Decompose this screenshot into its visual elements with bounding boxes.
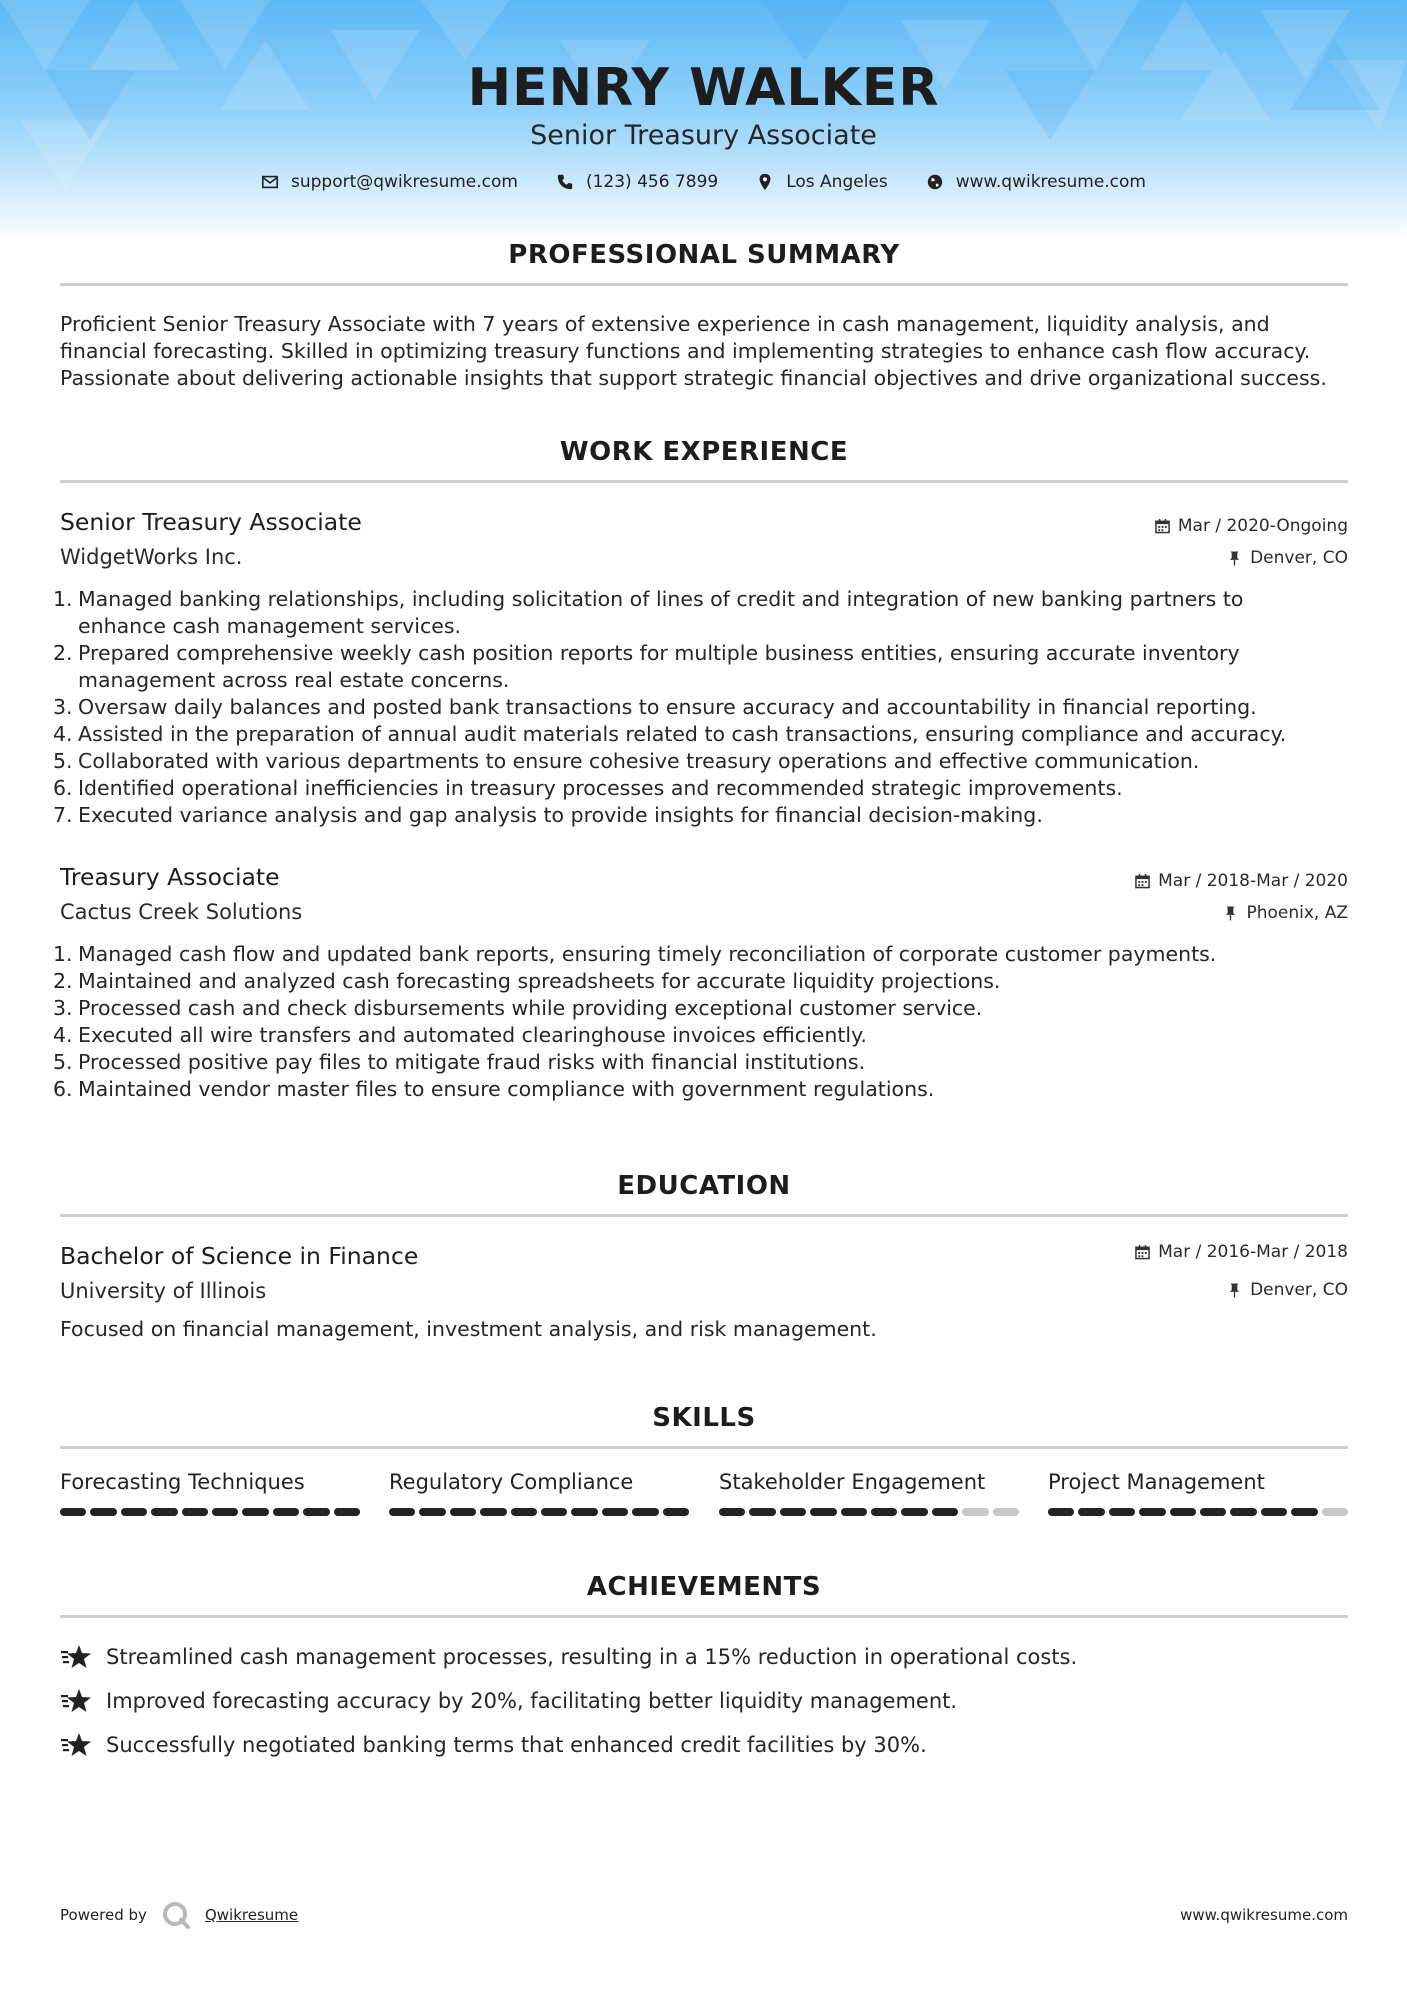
skill-level-segment (810, 1508, 836, 1516)
degree-title: Bachelor of Science in Finance (60, 1242, 419, 1270)
list-item: 5. Processed positive pay files to mitigate fraud risks with financial institutions. (53, 1050, 866, 1074)
powered-by-label: Powered by (60, 1906, 147, 1924)
skill-item (1048, 1470, 1348, 1516)
skill-level-segment (1109, 1508, 1135, 1516)
job-title: Treasury Associate (60, 863, 280, 891)
skill-level-segment (571, 1508, 597, 1516)
list-item: 4. Assisted in the preparation of annual audit materials related to cash transactions, ensuring compliance and accuracy. (53, 722, 1287, 746)
list-item: 2. Prepared comprehensive weekly cash position reports for multiple business entities, ensuring accurate inventory management across real estate concerns. (53, 641, 1240, 692)
skill-level-segment (480, 1508, 506, 1516)
company-name: Cactus Creek Solutions (60, 900, 303, 924)
section-divider (60, 1615, 1348, 1618)
skill-level-segment (60, 1508, 86, 1516)
job-location-text: Denver, CO (1250, 548, 1348, 568)
skill-level-segment (1230, 1508, 1256, 1516)
skill-level-segment (901, 1508, 927, 1516)
skill-level-segment (749, 1508, 775, 1516)
skill-level-bar (1048, 1508, 1348, 1516)
achievement-text: Streamlined cash management processes, resulting in a 15% reduction in operational costs. (106, 1645, 1078, 1669)
section-title-achievements: ACHIEVEMENTS (586, 1572, 822, 1602)
list-item: 4. Executed all wire transfers and automated clearinghouse invoices efficiently. (53, 1023, 867, 1047)
contact-phone[interactable]: (123) 456 7899 (585, 172, 719, 192)
skill-name: Project Management (1048, 1470, 1265, 1494)
skill-name: Forecasting Techniques (60, 1470, 305, 1494)
skill-level-segment (1261, 1508, 1287, 1516)
section-divider (60, 1446, 1348, 1449)
candidate-role: Senior Treasury Associate (530, 120, 877, 151)
phone-icon (556, 173, 574, 191)
skill-level-segment (1139, 1508, 1165, 1516)
footer-website[interactable]: www.qwikresume.com (1180, 1906, 1348, 1924)
list-item: 6. Maintained vendor master files to ensure compliance with government regulations. (53, 1077, 935, 1101)
list-item: 1. Managed cash flow and updated bank reports, ensuring timely reconciliation of corporate customer payments. (53, 942, 1217, 966)
company-name: WidgetWorks Inc. (60, 545, 243, 569)
job-dates-text: Mar / 2020-Ongoing (1177, 516, 1348, 536)
list-item: 3. Oversaw daily balances and posted bank transactions to ensure accuracy and accountability in financial reporting. (53, 695, 1257, 719)
job-title: Senior Treasury Associate (60, 508, 362, 536)
calendar-icon (1135, 873, 1150, 889)
job-bullets (53, 941, 1333, 1103)
section-divider (60, 1214, 1348, 1217)
section-title-education: EDUCATION (617, 1171, 791, 1201)
job-dates-text: Mar / 2018-Mar / 2020 (1158, 871, 1348, 891)
skill-level-segment (632, 1508, 658, 1516)
skill-level-segment (1078, 1508, 1104, 1516)
list-item: 7. Executed variance analysis and gap analysis to provide insights for financial decision-making. (53, 803, 1043, 827)
section-title-summary: PROFESSIONAL SUMMARY (508, 240, 900, 270)
skill-level-segment (780, 1508, 806, 1516)
skill-level-segment (151, 1508, 177, 1516)
skill-level-segment (273, 1508, 299, 1516)
list-item: 2. Maintained and analyzed cash forecasting spreadsheets for accurate liquidity projections. (53, 969, 1001, 993)
section-divider (60, 480, 1348, 483)
candidate-name: HENRY WALKER (467, 58, 940, 118)
skill-level-segment (182, 1508, 208, 1516)
job-location-text: Phoenix, AZ (1246, 903, 1348, 923)
footer-powered-by (60, 1900, 298, 1930)
skill-level-segment (1048, 1508, 1074, 1516)
skill-level-segment (663, 1508, 689, 1516)
achievement-item (60, 1644, 1077, 1670)
contact-bar (0, 172, 1407, 192)
skill-level-segment (450, 1508, 476, 1516)
school-name: University of Illinois (60, 1279, 267, 1303)
skill-level-bar (60, 1508, 360, 1516)
education-dates-text: Mar / 2016-Mar / 2018 (1158, 1242, 1348, 1262)
skill-level-segment (719, 1508, 745, 1516)
pushpin-icon (1227, 1282, 1242, 1298)
section-title-experience: WORK EXPERIENCE (559, 437, 849, 467)
skill-level-segment (932, 1508, 958, 1516)
achievement-text: Improved forecasting accuracy by 20%, facilitating better liquidity management. (106, 1689, 958, 1713)
skill-level-segment (602, 1508, 628, 1516)
list-item: 1. Managed banking relationships, including solicitation of lines of credit and integration of new banking partners to enhance cash management services. (53, 587, 1244, 638)
education-description: Focused on financial management, investment analysis, and risk management. (60, 1317, 877, 1341)
education-location (1227, 1280, 1348, 1300)
job-location (1223, 903, 1348, 923)
skill-level-segment (212, 1508, 238, 1516)
list-item: 6. Identified operational inefficiencies in treasury processes and recommended strategic improvements. (53, 776, 1123, 800)
skill-level-segment (841, 1508, 867, 1516)
skill-level-segment (1291, 1508, 1317, 1516)
skill-level-bar (719, 1508, 1019, 1516)
skill-level-segment (962, 1508, 988, 1516)
contact-location: Los Angeles (786, 172, 888, 192)
star-icon (60, 1732, 92, 1758)
skill-level-bar (389, 1508, 689, 1516)
section-divider (60, 283, 1348, 286)
skill-level-segment (303, 1508, 329, 1516)
pushpin-icon (1227, 550, 1242, 566)
location-pin-icon (756, 173, 774, 191)
skill-level-segment (993, 1508, 1019, 1516)
summary-text: Proficient Senior Treasury Associate with 7 years of extensive experience in cash management, liquidity analysis, and financial forecasting. Skilled in optimizing treasury functions and implementing strategies to enhance cash flow accuracy. Passionate about delivering actionable insights that support strategic financial objectives and drive organizational success. (60, 312, 1327, 390)
email-icon (261, 173, 279, 191)
pushpin-icon (1223, 905, 1238, 921)
job-location (1227, 548, 1348, 568)
job-bullets (53, 586, 1333, 829)
contact-email[interactable]: support@qwikresume.com (291, 172, 518, 192)
education-dates (1135, 1242, 1348, 1262)
list-item: 3. Processed cash and check disbursements while providing exceptional customer service. (53, 996, 983, 1020)
skill-level-segment (1322, 1508, 1348, 1516)
star-icon (60, 1644, 92, 1670)
calendar-icon (1135, 1244, 1150, 1260)
calendar-icon (1155, 518, 1170, 534)
skill-item (389, 1470, 689, 1516)
skill-level-segment (1170, 1508, 1196, 1516)
skill-name: Stakeholder Engagement (719, 1470, 986, 1494)
skill-level-segment (90, 1508, 116, 1516)
skill-level-segment (541, 1508, 567, 1516)
qwikresume-link[interactable]: Qwikresume (204, 1906, 299, 1924)
education-location-text: Denver, CO (1250, 1280, 1348, 1300)
skill-level-segment (389, 1508, 415, 1516)
achievement-text: Successfully negotiated banking terms that enhanced credit facilities by 30%. (106, 1733, 927, 1757)
skill-level-segment (1200, 1508, 1226, 1516)
section-title-skills: SKILLS (652, 1403, 756, 1433)
skill-level-segment (242, 1508, 268, 1516)
skill-level-segment (334, 1508, 360, 1516)
skill-level-segment (871, 1508, 897, 1516)
skill-name: Regulatory Compliance (389, 1470, 634, 1494)
qwikresume-logo-icon[interactable] (161, 1900, 191, 1930)
skill-level-segment (511, 1508, 537, 1516)
achievement-item (60, 1732, 927, 1758)
job-dates (1155, 516, 1348, 536)
list-item: 5. Collaborated with various departments to ensure cohesive treasury operations and effective communication. (53, 749, 1200, 773)
skill-item (719, 1470, 1019, 1516)
skill-level-segment (121, 1508, 147, 1516)
achievement-item (60, 1688, 957, 1714)
globe-icon (926, 173, 944, 191)
skill-item (60, 1470, 360, 1516)
job-dates (1135, 871, 1348, 891)
skill-level-segment (419, 1508, 445, 1516)
star-icon (60, 1688, 92, 1714)
contact-website[interactable]: www.qwikresume.com (955, 172, 1146, 192)
